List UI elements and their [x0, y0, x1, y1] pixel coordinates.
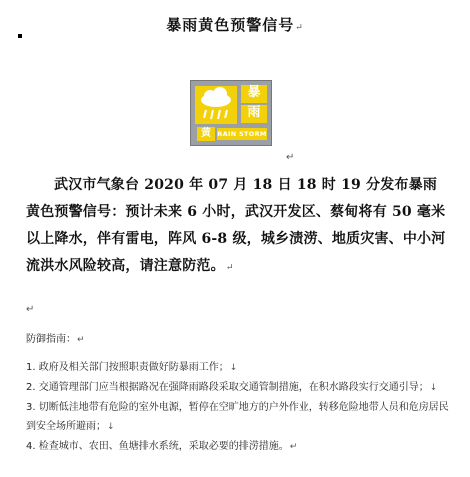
title-text: 暴雨黄色预警信号 — [166, 16, 295, 34]
sign-char-top: 暴 — [241, 85, 267, 103]
line-break-mark: ↓ — [429, 383, 438, 393]
rain-cloud-icon — [195, 86, 237, 124]
announcement-text: 武汉市气象台 2020 年 07 月 18 日 18 时 19 分发布暴雨黄色预警信号：预计未来 6 小时，武汉开发区、蔡甸将有 50 毫米以上降水，伴有雷电，阵风 6-8 级，城乡渍涝、地质灾害、中小河流洪水风险较高，请注意防范。 — [26, 177, 446, 274]
sign-char-bottom: 黄 — [197, 127, 215, 141]
paragraph-mark: ↵ — [295, 23, 304, 33]
paragraph-mark: ↵ — [26, 304, 35, 315]
sign-char-middle: 雨 — [241, 105, 267, 123]
list-item-text: 4. 检查城市、农田、鱼塘排水系统，采取必要的排涝措施。 — [26, 441, 289, 452]
guidance-heading-text: 防御指南： — [26, 334, 76, 345]
rain-storm-label: RAIN STORM — [217, 130, 267, 138]
paragraph-mark: ↵ — [77, 335, 85, 345]
list-item — [26, 398, 456, 437]
list-item-text: 2. 交通管理部门应当根据路况在强降雨路段采取交通管制措施，在积水路段实行交通引导； — [26, 382, 429, 393]
line-break-mark: ↓ — [229, 363, 238, 373]
rainstorm-warning-sign — [190, 80, 272, 146]
guidance-list — [26, 358, 456, 457]
paragraph-mark: ↵ — [225, 263, 234, 273]
list-item — [26, 358, 456, 378]
list-item-text: 3. 切断低洼地带有危险的室外电源，暂停在空旷地方的户外作业，转移危险地带人员和危房居民到安全场所避雨； — [26, 402, 449, 432]
paragraph-mark: ↵ — [286, 152, 295, 163]
line-break-mark: ↓ — [107, 422, 115, 432]
list-item-text: 1. 政府及相关部门按照职责做好防暴雨工作； — [26, 362, 229, 373]
document-title — [0, 14, 470, 35]
list-item — [26, 437, 456, 457]
paragraph-mark: ↵ — [289, 442, 298, 452]
guidance-heading — [26, 330, 456, 345]
announcement-paragraph — [26, 172, 446, 282]
list-item — [26, 378, 456, 398]
